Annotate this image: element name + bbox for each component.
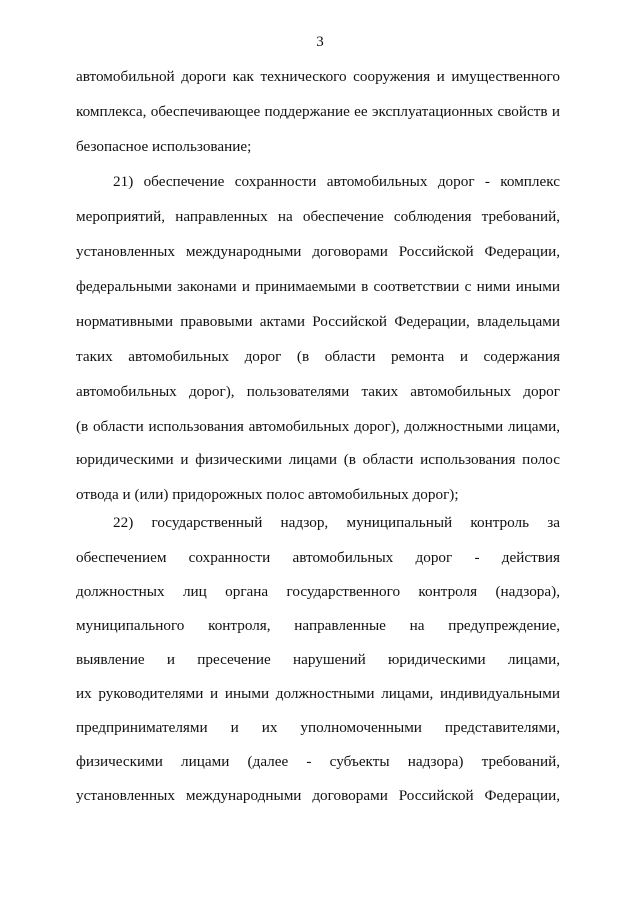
- text-line: безопасное использование;: [76, 138, 252, 155]
- text-line: федеральными законами и принимаемыми в соответствии с ними иными: [76, 278, 560, 295]
- text-line: юридическими и физическими лицами (в области использования полос: [76, 451, 560, 468]
- page-number: 3: [316, 34, 324, 50]
- text-line: мероприятий, направленных на обеспечение соблюдения требований,: [76, 208, 560, 225]
- text-line: обеспечением сохранности автомобильных дорог - действия: [76, 549, 560, 566]
- text-line: автомобильных дорог), пользователями таких автомобильных дорог: [76, 383, 560, 400]
- text-line: физическими лицами (далее - субъекты надзора) требований,: [76, 753, 560, 770]
- text-line: предпринимателями и их уполномоченными представителями,: [76, 719, 560, 736]
- text-line: комплекса, обеспечивающее поддержание ее эксплуатационных свойств и: [76, 103, 560, 120]
- text-line: автомобильной дороги как технического сооружения и имущественного: [76, 68, 560, 85]
- text-line: выявление и пресечение нарушений юридическими лицами,: [76, 651, 560, 668]
- text-line: их руководителями и иными должностными лицами, индивидуальными: [76, 685, 560, 702]
- text-line: установленных международными договорами Российской Федерации,: [76, 243, 560, 260]
- text-line: установленных международными договорами Российской Федерации,: [76, 787, 560, 804]
- text-line: нормативными правовыми актами Российской Федерации, владельцами: [76, 313, 560, 330]
- text-line: 22) государственный надзор, муниципальный контроль за: [113, 514, 560, 531]
- text-line: муниципального контроля, направленные на предупреждение,: [76, 617, 560, 634]
- text-line: таких автомобильных дорог (в области ремонта и содержания: [76, 348, 560, 365]
- text-line: должностных лиц органа государственного контроля (надзора),: [76, 583, 560, 600]
- text-line: отвода и (или) придорожных полос автомобильных дорог);: [76, 486, 459, 503]
- text-line: 21) обеспечение сохранности автомобильных дорог - комплекс: [113, 173, 560, 190]
- text-line: (в области использования автомобильных дорог), должностными лицами,: [76, 418, 560, 435]
